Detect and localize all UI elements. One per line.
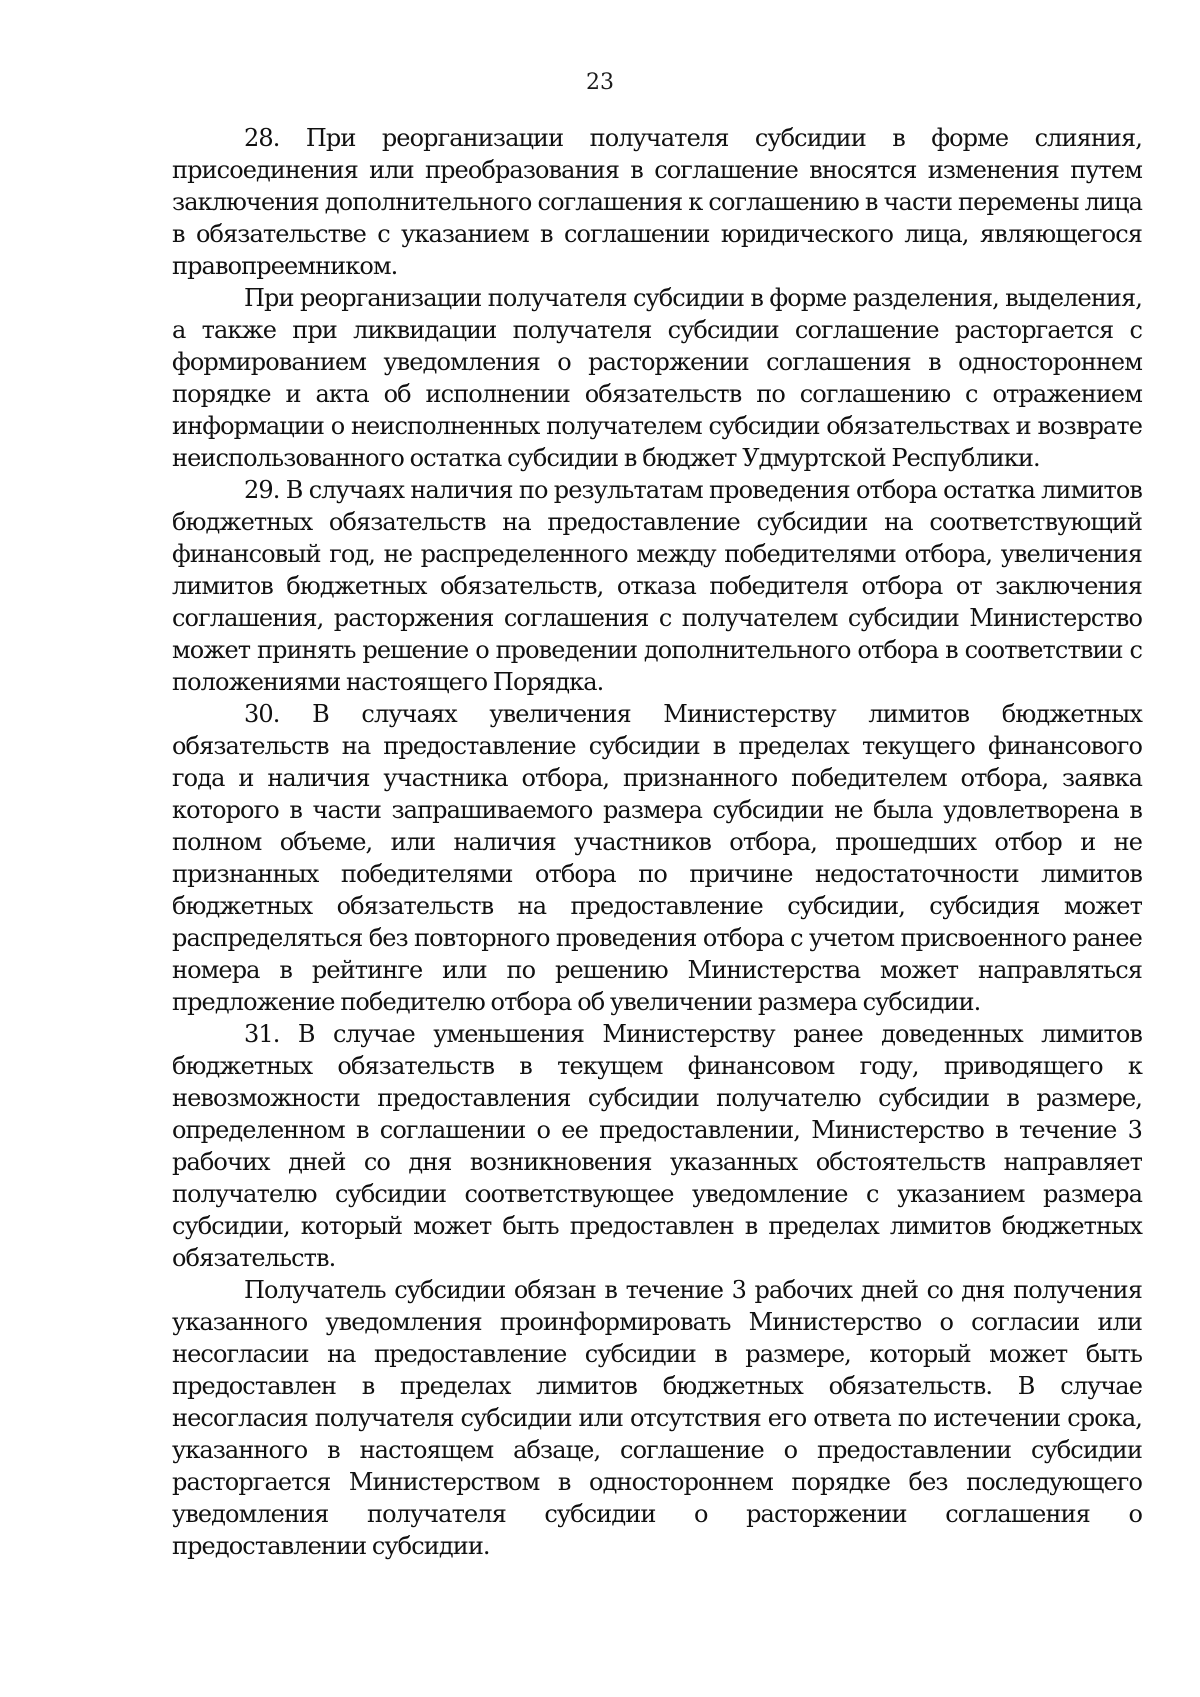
paragraph-30: 30. В случаях увеличения Министерству лимитов бюджетных обязательств на предоставление субсидии в пределах текущего финансового года и наличия участника отбора, признанного победителем отбора, заявка которого в части запрашиваемого размера субсидии не была удовлетворена в полном объеме, или наличия участников отбора, прошедших отбор и не признанных победителями отбора по причине недостаточности лимитов бюджетных обязательств на предоставление субсидии, субсидия может распределяться без повторного проведения отбора с учетом присвоенного ранее номера в рейтинге или по решению Министерства может направляться предложение победителю отбора об увеличении размера субсидии. [172,700,1142,1016]
paragraph-28: 28. При реорганизации получателя субсидии в форме слияния, присоединения или преобразования в соглашение вносятся изменения путем заключения дополнительного соглашения к соглашению в части перемены лица в обязательстве с указанием в соглашении юридического лица, являющегося правопреемником. [172,124,1142,280]
paragraph-28-continuation: При реорганизации получателя субсидии в форме разделения, выделения, а также при ликвидации получателя субсидии соглашение расторгается с формированием уведомления о расторжении соглашения в одностороннем порядке и акта об исполнении обязательств по соглашению с отражением информации о неисполненных получателем субсидии обязательствах и возврате неиспользованного остатка субсидии в бюджет Удмуртской Республики. [172,284,1142,472]
page-number: 23 [586,70,614,95]
paragraph-29: 29. В случаях наличия по результатам проведения отбора остатка лимитов бюджетных обязательств на предоставление субсидии на соответствующий финансовый год, не распределенного между победителями отбора, увеличения лимитов бюджетных обязательств, отказа победителя отбора от заключения соглашения, расторжения соглашения с получателем субсидии Министерство может принять решение о проведении дополнительного отбора в соответствии с положениями настоящего Порядка. [172,476,1142,696]
paragraph-31: 31. В случае уменьшения Министерству ранее доведенных лимитов бюджетных обязательств в текущем финансовом году, приводящего к невозможности предоставления субсидии получателю субсидии в размере, определенном в соглашении о ее предоставлении, Министерство в течение 3 рабочих дней со дня возникновения указанных обстоятельств направляет получателю субсидии соответствующее уведомление с указанием размера субсидии, который может быть предоставлен в пределах лимитов бюджетных обязательств. [172,1020,1142,1272]
document-body [172,122,1142,1562]
paragraph-31-continuation: Получатель субсидии обязан в течение 3 рабочих дней со дня получения указанного уведомления проинформировать Министерство о согласии или несогласии на предоставление субсидии в размере, который может быть предоставлен в пределах лимитов бюджетных обязательств. В случае несогласия получателя субсидии или отсутствия его ответа по истечении срока, указанного в настоящем абзаце, соглашение о предоставлении субсидии расторгается Министерством в одностороннем порядке без последующего уведомления получателя субсидии о расторжении соглашения о предоставлении субсидии. [172,1276,1142,1560]
